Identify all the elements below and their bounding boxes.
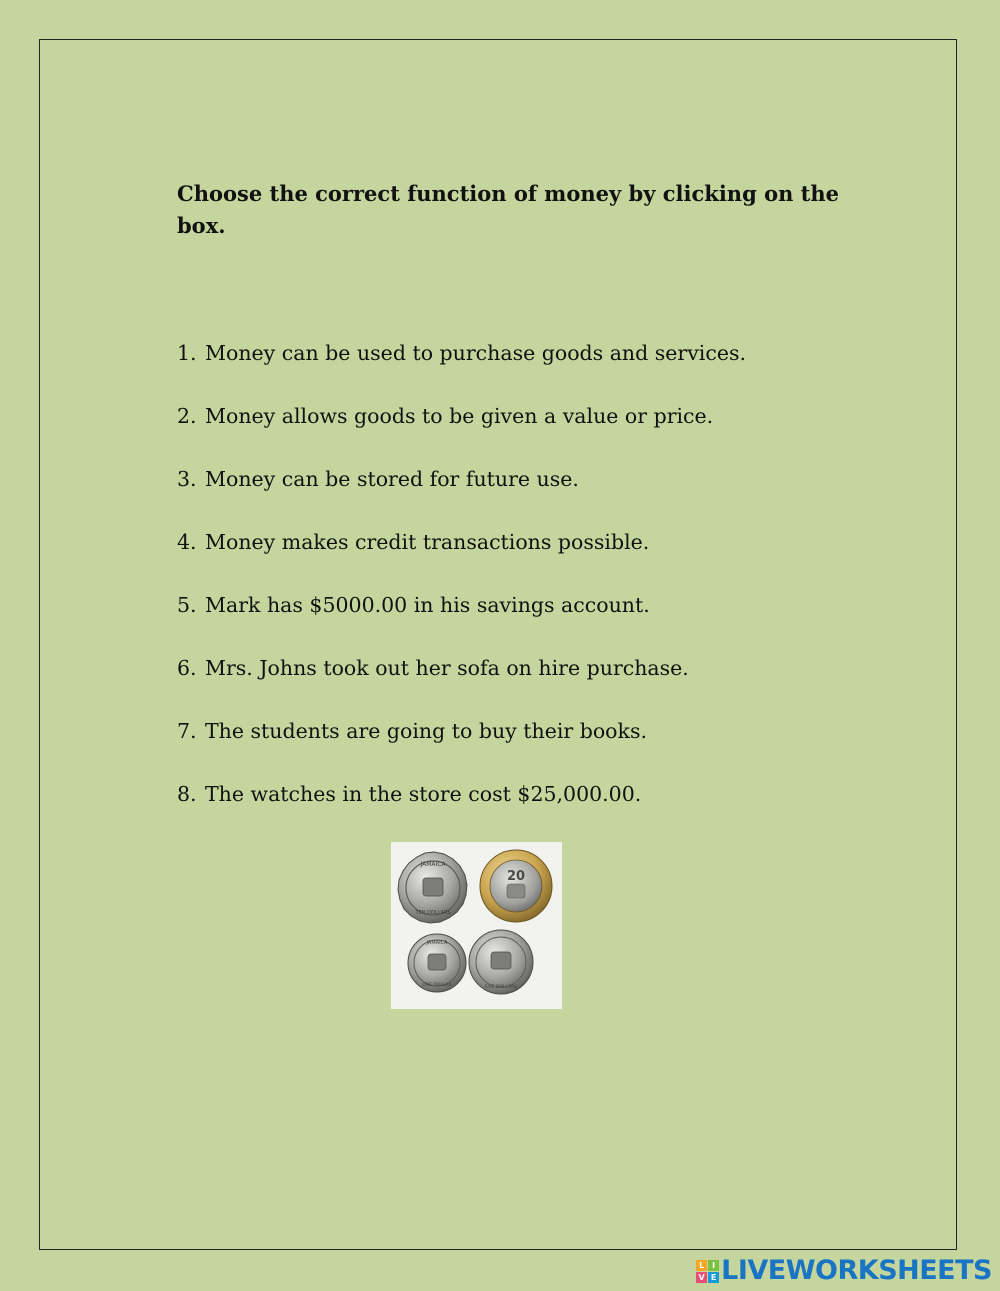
logo-letter: V — [696, 1272, 707, 1283]
twenty-dollar-coin — [480, 850, 552, 922]
question-number: 7. — [177, 719, 197, 743]
logo-letter: I — [708, 1260, 719, 1271]
question-text: Money allows goods to be given a value or price. — [205, 404, 714, 428]
instruction-text: Choose the correct function of money by clicking on the box. — [177, 181, 839, 238]
five-dollar-coin — [469, 930, 533, 994]
question-item — [177, 400, 746, 463]
question-number: 1. — [177, 341, 197, 365]
coins-image — [391, 842, 562, 1009]
logo-letter: L — [696, 1260, 707, 1271]
question-number: 3. — [177, 467, 197, 491]
question-item — [177, 463, 746, 526]
ten-dollar-coin — [398, 852, 467, 923]
question-text: The watches in the store cost $25,000.00. — [205, 782, 642, 806]
coin-label: ONE DOLLAR — [422, 983, 452, 988]
question-text: The students are going to buy their books. — [205, 719, 647, 743]
coin-label: JAMAICA — [426, 940, 448, 946]
question-item — [177, 652, 746, 715]
coin-label: JAMAICA — [420, 861, 446, 868]
coin-label: 20 — [506, 869, 526, 884]
question-number: 8. — [177, 782, 197, 806]
coin-label: FIVE DOLLARS — [484, 985, 518, 990]
coin-label: TEN DOLLARS — [415, 910, 451, 916]
liveworksheets-brand[interactable] — [696, 1256, 992, 1286]
coins-illustration — [391, 842, 562, 1009]
question-text: Money can be used to purchase goods and services. — [205, 341, 747, 365]
question-number: 6. — [177, 656, 197, 680]
question-text: Money can be stored for future use. — [205, 467, 579, 491]
one-dollar-coin — [408, 934, 466, 992]
question-text: Mark has $5000.00 in his savings account. — [205, 593, 650, 617]
question-item — [177, 589, 746, 652]
logo-letter: E — [708, 1272, 719, 1283]
question-item — [177, 715, 746, 778]
question-list — [177, 337, 746, 841]
question-number: 5. — [177, 593, 197, 617]
question-item — [177, 526, 746, 589]
question-item — [177, 778, 746, 841]
question-number: 4. — [177, 530, 197, 554]
liveworksheets-logo-icon — [696, 1260, 719, 1283]
question-item — [177, 337, 746, 400]
question-text: Money makes credit transactions possible. — [205, 530, 650, 554]
question-text: Mrs. Johns took out her sofa on hire purchase. — [205, 656, 689, 680]
question-number: 2. — [177, 404, 197, 428]
brand-name: LIVEWORKSHEETS — [721, 1255, 992, 1286]
